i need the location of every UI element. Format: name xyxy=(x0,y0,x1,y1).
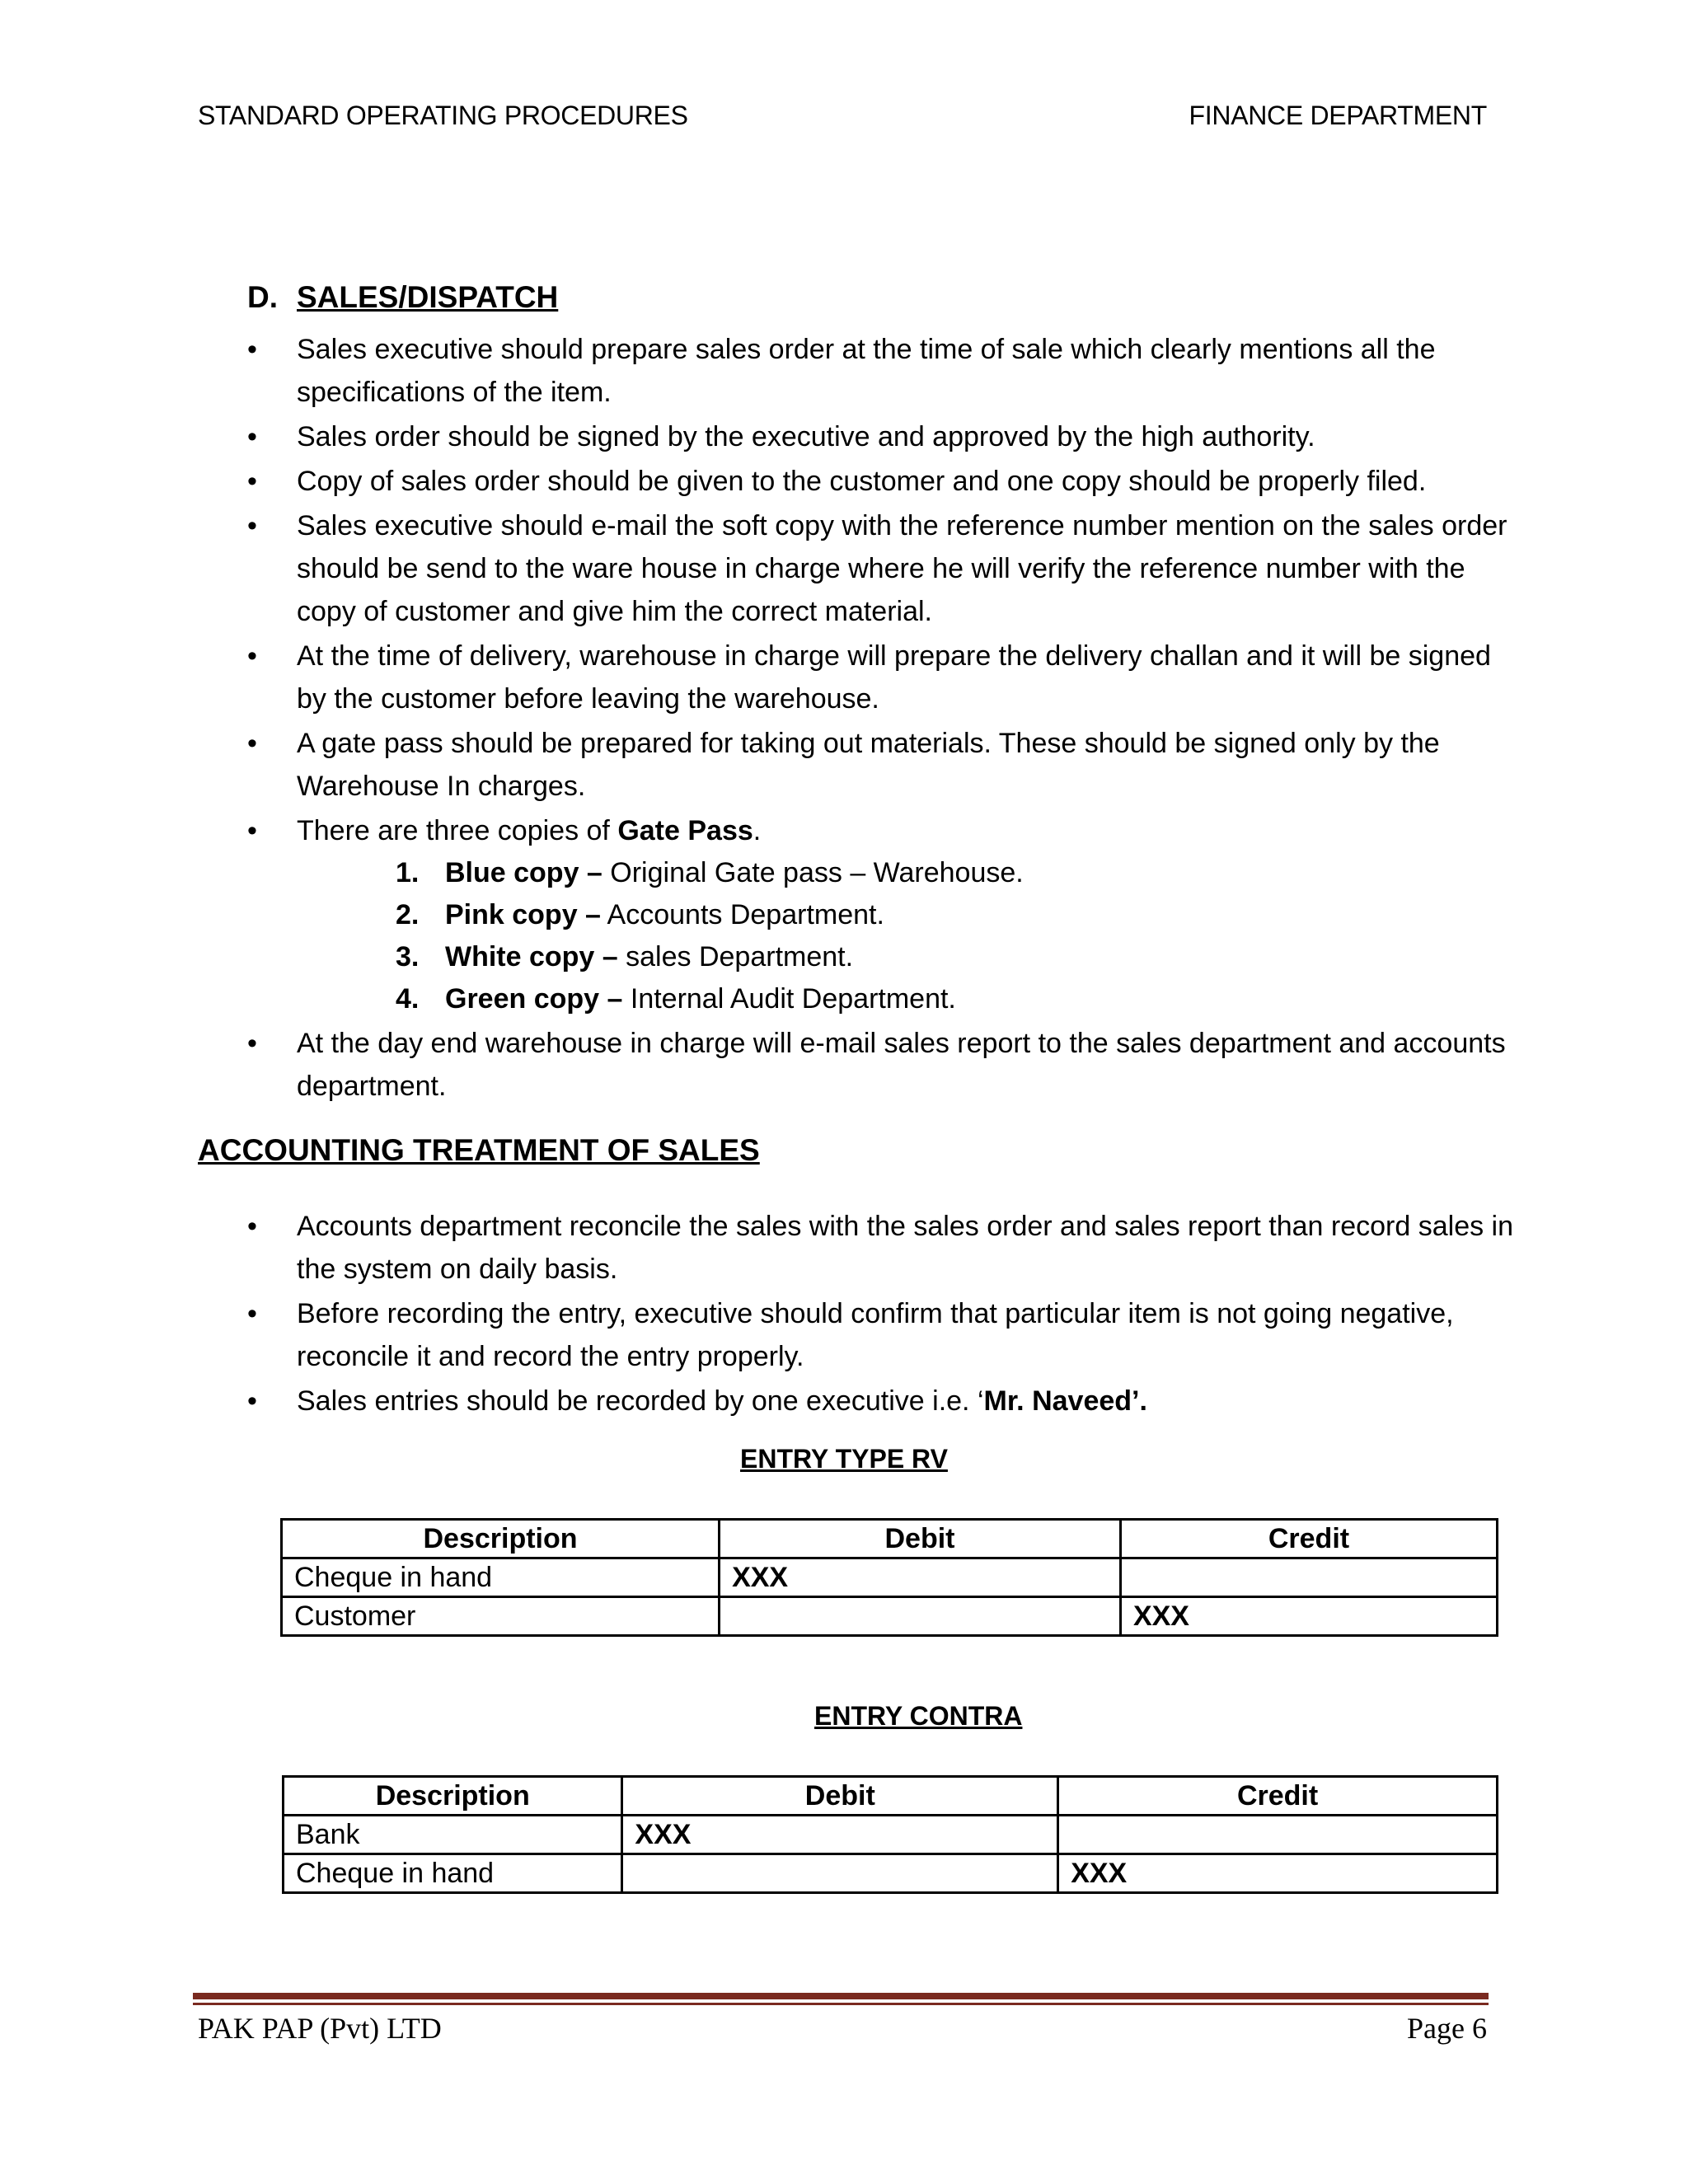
list-item: • A gate pass should be prepared for taking out materials. These should be signed only by the Warehouse In charges. xyxy=(247,722,1517,808)
section-title-text: SALES/DISPATCH xyxy=(297,280,559,314)
accounting-title: ACCOUNTING TREATMENT OF SALES xyxy=(198,1133,760,1167)
bullet-icon xyxy=(247,809,297,852)
footer-divider xyxy=(193,1993,1489,1999)
bullet-icon xyxy=(247,415,297,458)
list-item: • Accounts department reconcile the sales with the sales order and sales report than record sales in the system on daily basis. xyxy=(247,1205,1517,1291)
bullet-icon xyxy=(247,328,297,371)
page-number: Page 6 xyxy=(1407,2012,1487,2045)
entry-rv-title: ENTRY TYPE RV xyxy=(740,1444,948,1474)
table-row: Customer XXX xyxy=(282,1597,1498,1636)
list-item-gate-pass: • There are three copies of Gate Pass. 1. Blue copy – Original Gate pass – Warehouse. 2. Pink copy – Accounts Department. 3. White copy – sales Department. 4. Green copy – Internal Audit Department. xyxy=(247,809,1517,1020)
list-item: • Sales entries should be recorded by one executive i.e. ‘Mr. Naveed’. xyxy=(247,1380,1517,1422)
entry-contra-table xyxy=(282,1775,1498,1894)
table-row: Cheque in hand XXX xyxy=(284,1854,1498,1893)
bullet-icon xyxy=(247,1380,297,1422)
entry-rv-table xyxy=(280,1518,1498,1637)
header-left: STANDARD OPERATING PROCEDURES xyxy=(198,101,688,130)
list-item: • Copy of sales order should be given to the customer and one copy should be properly filed. xyxy=(247,460,1517,503)
header-right: FINANCE DEPARTMENT xyxy=(1189,101,1487,130)
table-row: Bank XXX xyxy=(284,1816,1498,1854)
bullet-icon xyxy=(247,1205,297,1248)
accounting-list xyxy=(247,1205,1517,1424)
copy-item: 4. Green copy – Internal Audit Department. xyxy=(396,983,956,1015)
list-item: • Sales executive should e-mail the soft copy with the reference number mention on the sales order should be send to the ware house in charge where he will verify the reference number with the copy of customer and give him the correct material. xyxy=(247,504,1517,633)
copy-item: 2. Pink copy – Accounts Department. xyxy=(396,899,884,930)
bullet-icon xyxy=(247,504,297,547)
bullet-icon xyxy=(247,635,297,677)
footer-company: PAK PAP (Pvt) LTD xyxy=(198,2012,442,2045)
section-d-title xyxy=(247,280,558,315)
copy-item: 1. Blue copy – Original Gate pass – Warehouse. xyxy=(396,857,1024,888)
list-item: • Sales order should be signed by the executive and approved by the high authority. xyxy=(247,415,1517,458)
bullet-icon xyxy=(247,1022,297,1065)
table-row: Cheque in hand XXX xyxy=(282,1558,1498,1597)
list-item: • Sales executive should prepare sales order at the time of sale which clearly mentions all the specifications of the item. xyxy=(247,328,1517,414)
list-item: • At the day end warehouse in charge will e-mail sales report to the sales department and accounts department. xyxy=(247,1022,1517,1108)
entry-contra-title: ENTRY CONTRA xyxy=(814,1701,1023,1731)
bullet-icon xyxy=(247,722,297,765)
table-header-row: Description Debit Credit xyxy=(282,1520,1498,1558)
footer-divider-thin xyxy=(193,2003,1489,2005)
gate-pass-copies xyxy=(297,852,1517,1020)
bullet-icon xyxy=(247,1292,297,1335)
list-item: • Before recording the entry, executive should confirm that particular item is not going negative, reconcile it and record the entry properly. xyxy=(247,1292,1517,1378)
copy-item: 3. White copy – sales Department. xyxy=(396,941,854,972)
sales-dispatch-list xyxy=(247,328,1517,1109)
list-item: • At the time of delivery, warehouse in charge will prepare the delivery challan and it will be signed by the customer before leaving the warehouse. xyxy=(247,635,1517,720)
section-number: D. xyxy=(247,280,278,314)
bullet-icon xyxy=(247,460,297,503)
table-header-row: Description Debit Credit xyxy=(284,1777,1498,1816)
